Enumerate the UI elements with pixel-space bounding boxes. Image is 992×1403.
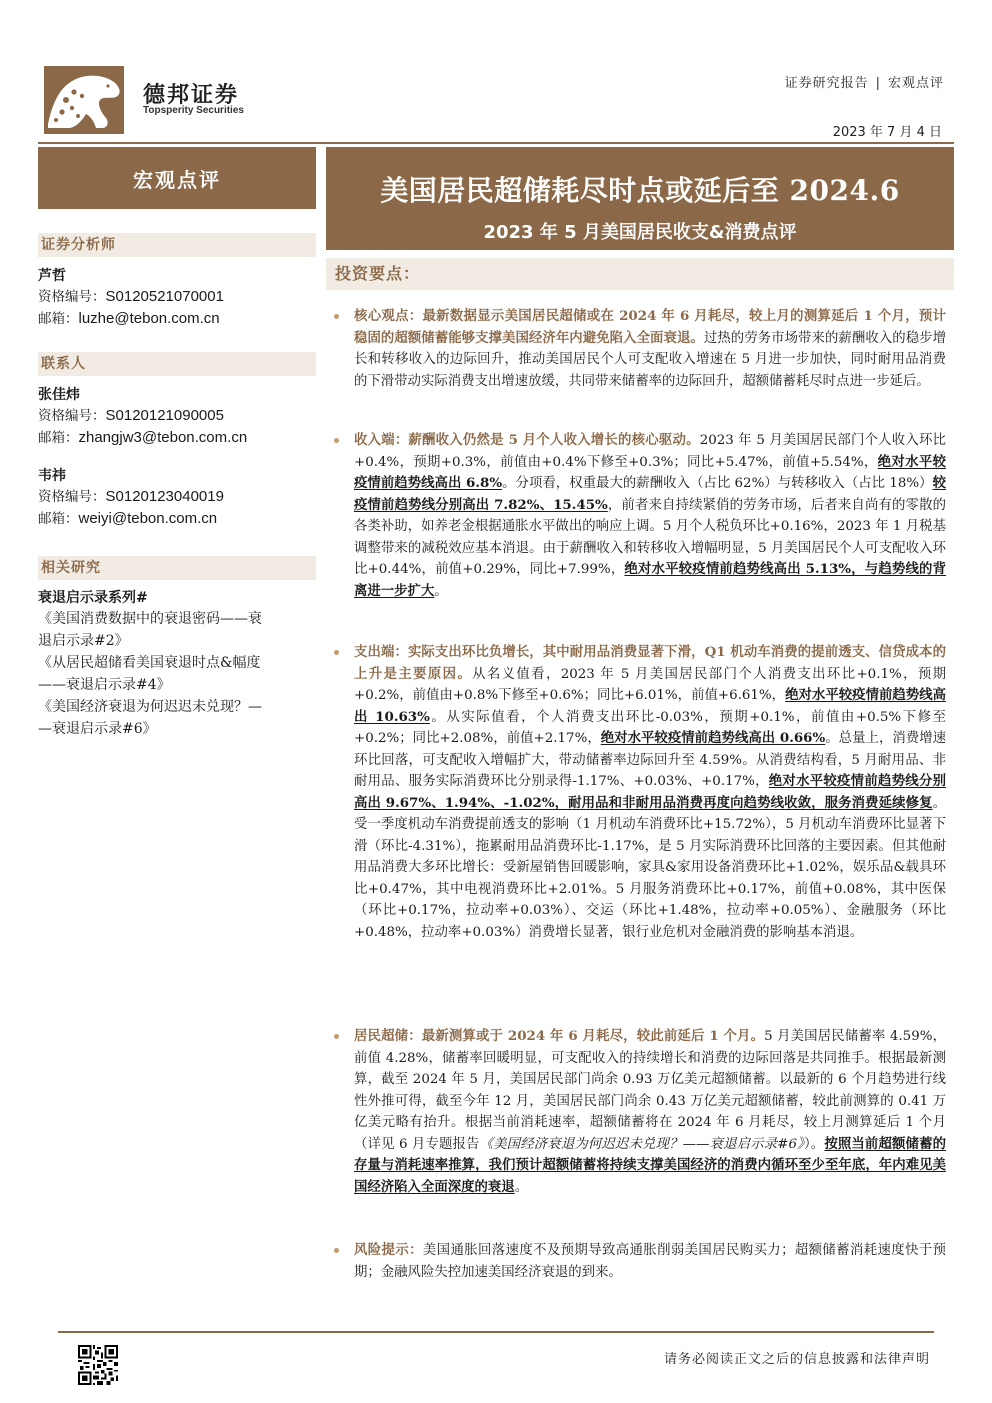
contact-cert <box>38 486 316 508</box>
body-text: 5 月美国居民储蓄率 4.59%，前值 4.28%，储蓄率回暖明显，可支配收入的持续增长和消费的边际回落是共同推手。根据最新测算，截至 2024 年 5 月，美国居民部门尚余 0.93 万亿美元超额储蓄。以最新的 6 个月趋势进行线性外推可得，截至今年 12 月，美国居民部门尚余 0.43 万亿美元超额储蓄，较此前测算的 0.41 万亿美元略有抬升。根据当前消耗速率，超额储蓄将在 2024 年 6 月耗尽，较上月测算延后 1 个月（详见 6 月专题报告 <box>354 1029 946 1152</box>
cert-label: 资格编号： <box>38 289 106 305</box>
contact-section <box>38 352 316 530</box>
brand-name-cn: 德邦证券 <box>143 83 240 108</box>
report-category: 宏观点评 <box>887 76 944 91</box>
body-text: 过热的劳务市场带来的薪酬收入的稳步增长和转移收入的边际回升，推动美国居民个人可支配收入增速在 5 月进一步加快，同时耐用品消费的下滑带动实际消费支出增速放缓，共同带来储蓄率的边际回升，超额储蓄耗尽时点进一步延后。 <box>354 330 947 389</box>
brand-name-en: Topsperity Securities <box>143 105 244 116</box>
contact-cert <box>38 405 316 427</box>
research-link[interactable]: —衰退启示录#6》 <box>38 721 157 737</box>
email-address[interactable]: luzhe@tebon.com.cn <box>78 310 220 327</box>
analyst-name: 芦哲 <box>38 268 66 284</box>
paragraph-text <box>354 1026 946 1198</box>
related-research-section <box>38 556 316 740</box>
body-text: 。 <box>514 1179 529 1195</box>
key-point: 收入端：薪酬收入仍然是 5 月个人收入增长的核心驱动。 <box>354 432 700 448</box>
footer-divider <box>58 1331 934 1333</box>
research-series-title: 衰退启示录系列# <box>38 590 148 606</box>
emphasis-text: 绝对水平较疫情前趋势线高出 0.66% <box>600 730 826 746</box>
category-banner <box>38 147 316 209</box>
analyst-cert <box>38 286 316 308</box>
key-point: 居民超储：最新测算或于 2024 年 6 月耗尽，较此前延后 1 个月。 <box>354 1028 765 1044</box>
related-research-heading: 相关研究 <box>38 556 316 580</box>
cert-label: 资格编号： <box>38 489 106 505</box>
bullet-icon <box>334 650 339 655</box>
research-link[interactable]: ——衰退启示录#4》 <box>38 677 171 693</box>
body-text: 。从实际值看，个人消费支出环比-0.03%，预期+0.1%，前值由+0.5%下修至+0.2%；同比+2.08%，前值+2.17%， <box>354 709 946 746</box>
analyst-heading: 证券分析师 <box>38 233 316 257</box>
paragraph-text <box>354 430 946 602</box>
investment-highlights-heading: 投资要点： <box>326 258 954 290</box>
emphasis-text: 绝对水平较疫情前趋势线高出 5.13%，与趋势线的背离进一步扩大 <box>354 561 946 599</box>
paragraph-text <box>354 306 946 392</box>
research-link[interactable]: 《美国消费数据中的衰退密码——衰 <box>38 611 262 627</box>
core-view-paragraph <box>334 306 946 392</box>
contact-name: 张佳炜 <box>38 387 80 403</box>
contact-email <box>38 508 316 530</box>
cert-number: S0120121090005 <box>105 407 224 424</box>
email-label: 邮箱： <box>38 311 79 327</box>
tebon-leopard-logo <box>44 66 124 134</box>
bullet-icon <box>334 438 339 443</box>
report-type <box>785 72 944 91</box>
cert-label: 资格编号： <box>38 408 106 424</box>
body-text: 。分项看，权重最大的薪酬收入（占比 62%）与转移收入（占比 18%） <box>502 476 933 491</box>
bullet-icon <box>334 1034 339 1039</box>
bullet-icon <box>334 1248 339 1253</box>
spending-paragraph <box>334 642 946 943</box>
email-address[interactable]: weiyi@tebon.com.cn <box>78 510 218 527</box>
research-link[interactable]: 退启示录#2》 <box>38 633 129 649</box>
report-kind: 证券研究报告 <box>784 76 869 91</box>
risk-paragraph <box>334 1240 946 1283</box>
body-text: 2023 年 5 月美国居民部门个人收入环比+0.4%，预期+0.3%，前值由+0.4%下修至+0.3%；同比+5.47%，前值+5.54%， <box>354 433 947 470</box>
key-point: 风险提示： <box>354 1242 423 1258</box>
header-divider <box>38 142 954 144</box>
body-text: 。受一季度机动车消费提前透支的影响（1 月机动车消费环比+15.72%），5 月机动车消费环比显著下滑（环比-4.31%），拖累耐用品消费环比-1.17%，是 5 月实际消费环比回落的主要因素。但其他耐用品消费大多环比增长：受新屋销售回暖影响，家具&家用设备消费环比+1.02%，娱乐品&载具环比+0.47%，其中电视消费环比+2.01%。5 月服务消费环比+0.17%，前值+0.08%，其中医保（环比+0.17%，拉动率+0.03%）、交运（环比+1.48%，拉动率+0.05%）、金融服务（环比+0.48%，拉动率+0.03%）消费增长显著，银行业危机对金融消费的影响基本消退。 <box>354 795 946 940</box>
body-text: 从名义值看，2023 年 5 月美国居民部门个人消费支出环比+0.1%，预期+0.2%，前值由+0.8%下修至+0.6%；同比+6.01%，前值+6.61%， <box>354 666 946 703</box>
legal-disclaimer: 请务必阅读正文之后的信息披露和法律声明 <box>663 1352 930 1367</box>
report-reference: 《美国经济衰退为何迟迟未兑现？——衰退启示录#6》 <box>479 1136 804 1152</box>
paragraph-text <box>354 1240 946 1283</box>
paragraph-text <box>354 642 946 943</box>
emphasis-text: 绝对水平较疫情前趋势线分别高出 9.67%、1.94%、-1.02%，耐用品和非耐用品消费再度向趋势线收敛，服务消费延续修复 <box>354 773 946 811</box>
report-date: 2023 年 7 月 4 日 <box>832 125 942 140</box>
contact-name: 韦祎 <box>38 468 66 484</box>
key-point: 支出端：实际支出环比负增长，其中耐用品消费显著下滑，Q1 机动车消费的提前透支、信贷成本的上升是主要原因。 <box>354 644 946 682</box>
email-address[interactable]: zhangjw3@tebon.com.cn <box>78 429 248 446</box>
category-label: 宏观点评 <box>133 167 221 192</box>
title-banner <box>326 147 954 250</box>
bullet-icon <box>334 314 339 319</box>
body-text: 。总量上，消费增速环比回落，可支配收入增幅扩大，带动储蓄率边际回升至 4.59%。从消费结构看，5 月耐用品、非耐用品、服务实际消费环比分别录得-1.17%、+0.03%、+0.17%， <box>354 731 947 789</box>
separator: | <box>875 76 881 91</box>
contact-email <box>38 427 316 449</box>
income-paragraph <box>334 430 946 602</box>
email-label: 邮箱： <box>38 511 79 527</box>
key-point: 核心观点：最新数据显示美国居民超储或在 2024 年 6 月耗尽，较上月的测算延后 1 个月，预计稳固的超额储蓄能够支撑美国经济年内避免陷入全面衰退。 <box>354 308 946 346</box>
body-text: 。 <box>434 583 448 599</box>
cert-number: S0120521070001 <box>105 288 224 305</box>
emphasis-text: 较疫情前趋势线分别高出 7.82%、15.45% <box>354 475 946 513</box>
emphasis-text: 按照当前超额储蓄的存量与消耗速率推算，我们预计超额储蓄将持续支撑美国经济的消费内循环至少至年底，年内难见美国经济陷入全面深度的衰退 <box>354 1135 946 1195</box>
analyst-section <box>38 233 316 330</box>
research-link[interactable]: 《美国经济衰退为何迟迟未兑现？— <box>38 699 262 715</box>
body-text: ）。 <box>803 1136 825 1152</box>
cert-number: S0120123040019 <box>105 488 224 505</box>
emphasis-text: 绝对水平较疫情前趋势线高出 10.63% <box>354 687 947 725</box>
body-text: ，前者来自持续紧俏的劳务市场，后者来自尚有的零散的各类补助，如养老金根据通胀水平做出的响应上调。5 月个人税负环比+0.16%，2023 年 1 月税基调整带来的减税效应基本消退。由于薪酬收入和转移收入增幅明显，5 月美国居民个人可支配收入环比+0.44%，前值+0.29%，同比+7.99%， <box>354 497 947 577</box>
research-link[interactable]: 《从居民超储看美国衰退时点&幅度 <box>38 655 261 671</box>
excess-savings-paragraph <box>334 1026 946 1198</box>
email-label: 邮箱： <box>38 430 79 446</box>
report-subtitle: 2023 年 5 月美国居民收支&消费点评 <box>483 222 797 243</box>
contact-heading: 联系人 <box>38 352 316 376</box>
body-text: 美国通胀回落速度不及预期导致高通胀削弱美国居民购买力；超额储蓄消耗速度快于预期；金融风险失控加速美国经济衰退的到来。 <box>354 1243 947 1280</box>
report-title: 美国居民超储耗尽时点或延后至 2024.6 <box>380 174 900 207</box>
qr-code-icon <box>78 1345 118 1385</box>
analyst-email <box>38 308 316 330</box>
emphasis-text: 绝对水平较疫情前趋势线高出 6.8% <box>354 453 946 491</box>
